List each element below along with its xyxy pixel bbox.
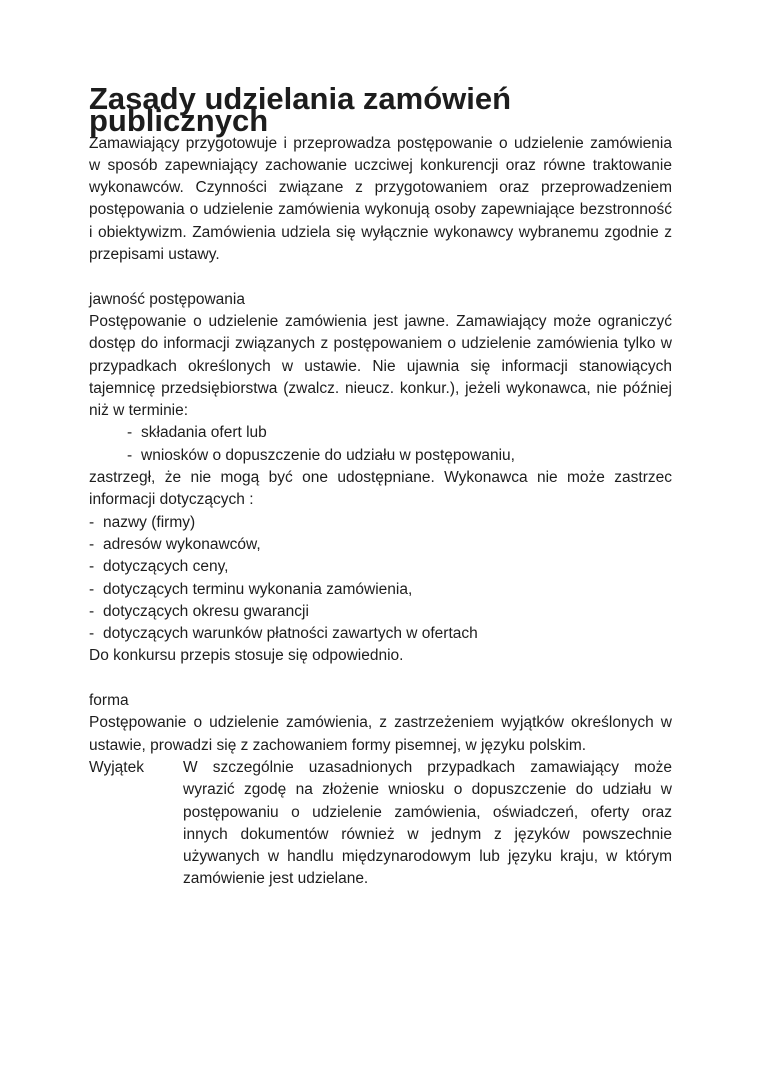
list-item <box>89 601 672 623</box>
form-paragraph: Postępowanie o udzielenie zamówienia, z zastrzeżeniem wyjątków określonych w ustawie, prowadzi się z zachowaniem formy pisemnej, w języku polskim. <box>89 714 672 754</box>
exception-paragraph: W szczególnie uzasadnionych przypadkach zamawiający może wyrazić zgodę na złożenie wniosku o dopuszczenie do udziału w postępowaniu o udzielenie zamówienia, oświadczeń, oferty oraz innych dokumentów również w jednym z języków powszechnie używanych w handlu międzynarodowym lub języku kraju, w którym zamówienie jest udzielane. <box>183 758 672 888</box>
openness-paragraph: Postępowanie o udzielenie zamówienia jest jawne. Zamawiający może ograniczyć dostęp do informacji związanych z postępowaniem o udzielenie zamówienia tylko w przypadkach określonych w ustawie. Nie ujawnia się informacji stanowiących tajemnicę przedsiębiorstwa (zwalcz. nieucz. konkur.), jeżeli wykonawca, nie później niż w terminie: <box>89 312 672 420</box>
dash-marker: - <box>89 602 95 620</box>
dash-marker: - <box>127 446 133 464</box>
list-item-text: adresów wykonawców, <box>103 535 261 553</box>
blank-line <box>89 266 672 288</box>
list-item <box>89 512 672 534</box>
list-item-text: nazwy (firmy) <box>103 513 196 531</box>
deadline-item-text: składania ofert lub <box>141 424 267 442</box>
dash-marker: - <box>89 558 95 576</box>
exception-label: Wyjątek <box>89 758 144 776</box>
contest-note: Do konkursu przepis stosuje się odpowiednio. <box>89 647 404 665</box>
list-item-text: dotyczących terminu wykonania zamówienia, <box>103 580 413 598</box>
list-item-text: dotyczących warunków płatności zawartych w ofertach <box>103 625 478 643</box>
list-item <box>89 623 672 645</box>
dash-marker: - <box>89 513 95 531</box>
deadline-item <box>89 422 672 444</box>
intro-paragraph: Zamawiający przygotowuje i przeprowadza postępowanie o udzielenie zamówienia w sposób zapewniający zachowanie uczciwej konkurencji oraz równe traktowanie wykonawców. Czynności związane z przygotowaniem oraz przeprowadzeniem postępowania o udzielenie zamówienia wykonują osoby zapewniające bezstronność i obiektywizm. Zamówienia udziela się wyłącznie wykonawcy wybranemu zgodnie z przepisami ustawy. <box>89 134 672 264</box>
exception-block <box>89 757 672 891</box>
dash-marker: - <box>89 580 95 598</box>
list-item <box>89 534 672 556</box>
dash-marker: - <box>89 625 95 643</box>
openness-heading: jawność postępowania <box>89 290 245 308</box>
list-item <box>89 579 672 601</box>
dash-marker: - <box>89 535 95 553</box>
list-item-text: dotyczących okresu gwarancji <box>103 602 309 620</box>
deadline-item <box>89 445 672 467</box>
form-heading: forma <box>89 692 129 710</box>
blank-line <box>89 668 672 690</box>
list-item-text: dotyczących ceny, <box>103 558 229 576</box>
reservation-paragraph: zastrzegł, że nie mogą być one udostępniane. Wykonawca nie może zastrzec informacji dotyczących : <box>89 469 672 509</box>
dash-marker: - <box>127 424 133 442</box>
document-title: Zasady udzielania zamówień publicznych <box>89 81 512 139</box>
deadline-item-text: wniosków o dopuszczenie do udziału w postępowaniu, <box>141 446 515 464</box>
list-item <box>89 556 672 578</box>
